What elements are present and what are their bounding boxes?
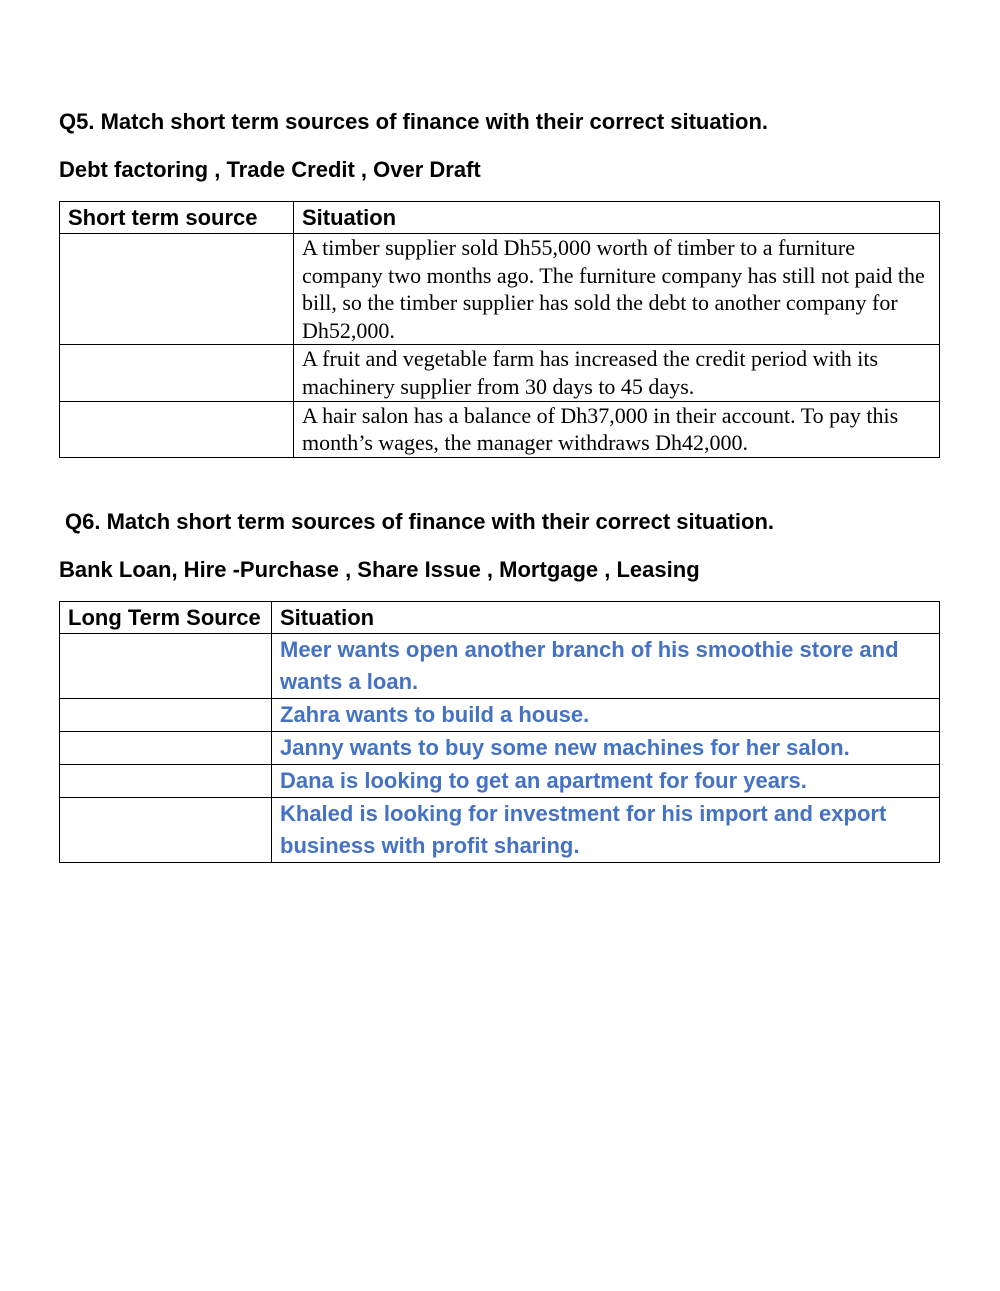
q5-options: Debt factoring , Trade Credit , Over Draft: [59, 157, 481, 182]
q5-table: [59, 201, 940, 458]
table-row: [60, 699, 940, 732]
table-row: [60, 401, 940, 457]
table-row: [60, 634, 940, 699]
source-answer-cell[interactable]: [60, 401, 294, 457]
situation-cell: Zahra wants to build a house.: [272, 699, 940, 732]
table-row: [60, 732, 940, 765]
table-row: [60, 798, 940, 863]
situation-cell: Khaled is looking for investment for his import and export business with profit sharing.: [272, 798, 940, 863]
table-row: [60, 345, 940, 401]
header-situation: Situation: [272, 602, 940, 634]
situation-cell: A hair salon has a balance of Dh37,000 in their account. To pay this month’s wages, the manager withdraws Dh42,000.: [294, 401, 940, 457]
source-answer-cell[interactable]: [60, 765, 272, 798]
source-answer-cell[interactable]: [60, 699, 272, 732]
table-row: [60, 234, 940, 345]
q6-options: Bank Loan, Hire -Purchase , Share Issue , Mortgage , Leasing: [59, 557, 700, 582]
q6-table: [59, 601, 940, 863]
table-header-row: [60, 202, 940, 234]
situation-cell: Dana is looking to get an apartment for four years.: [272, 765, 940, 798]
situation-cell: Janny wants to buy some new machines for her salon.: [272, 732, 940, 765]
table-row: [60, 765, 940, 798]
source-answer-cell[interactable]: [60, 634, 272, 699]
situation-cell: A timber supplier sold Dh55,000 worth of timber to a furniture company two months ago. The furniture company has still not paid the bill, so the timber supplier has sold the debt to another company for Dh52,000.: [294, 234, 940, 345]
source-answer-cell[interactable]: [60, 798, 272, 863]
header-short-term-source: Short term source: [60, 202, 294, 234]
situation-cell: Meer wants open another branch of his smoothie store and wants a loan.: [272, 634, 940, 699]
source-answer-cell[interactable]: [60, 234, 294, 345]
header-long-term-source: Long Term Source: [60, 602, 272, 634]
header-situation: Situation: [294, 202, 940, 234]
source-answer-cell[interactable]: [60, 345, 294, 401]
situation-cell: A fruit and vegetable farm has increased the credit period with its machinery supplier from 30 days to 45 days.: [294, 345, 940, 401]
source-answer-cell[interactable]: [60, 732, 272, 765]
table-header-row: [60, 602, 940, 634]
q6-title: Q6. Match short term sources of finance with their correct situation.: [65, 509, 775, 534]
q5-title: Q5. Match short term sources of finance with their correct situation.: [59, 109, 769, 134]
